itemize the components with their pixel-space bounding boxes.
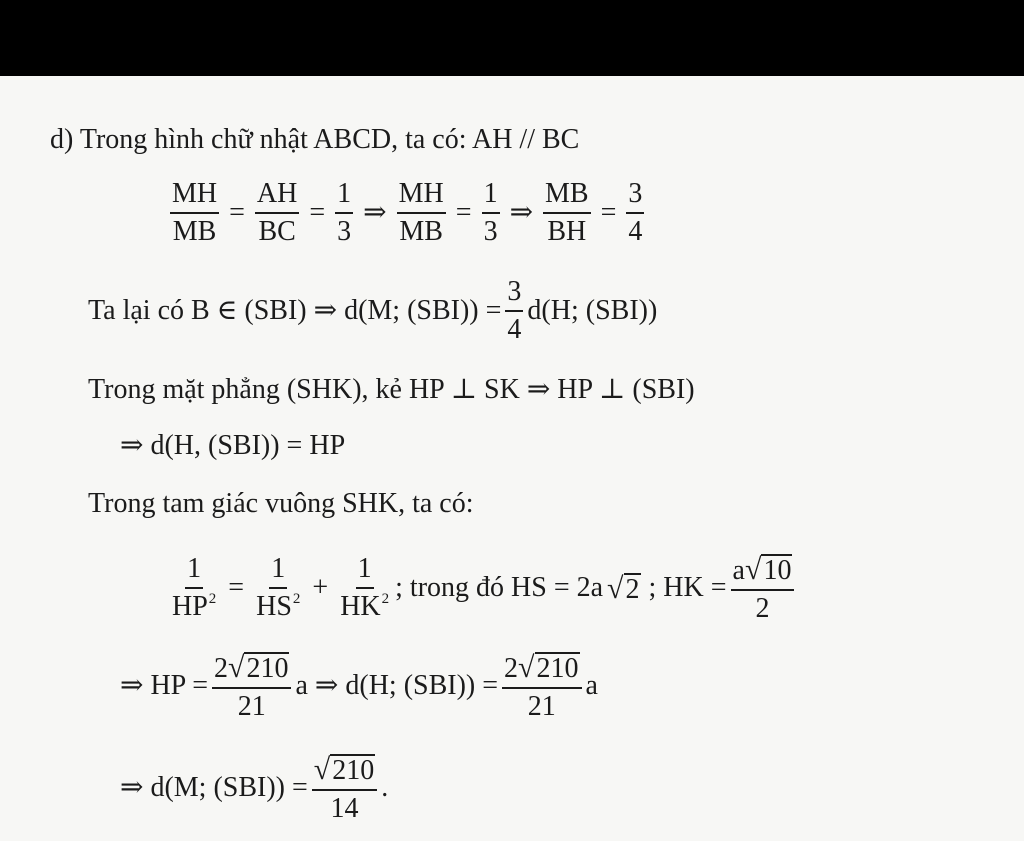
line-formula — [166, 552, 798, 623]
line-final — [120, 752, 388, 823]
ratio-equation — [166, 180, 648, 246]
fraction-2sqrt210-over-21-b: 2 √ 210 21 — [502, 650, 581, 721]
equals-sign: = — [229, 197, 245, 228]
fraction-mh-mb: $\frac{MH}{MB}$ — [172, 178, 218, 247]
sqrt-2: √ 2 — [607, 572, 640, 605]
line-plane — [88, 376, 695, 404]
intro-line — [50, 126, 579, 154]
line-hp-value — [120, 650, 598, 721]
fraction-three-quarters: $\frac{3}{4}$ — [628, 178, 643, 247]
equals-sign: = — [228, 571, 245, 603]
line-distance-text: ⇒ d(H, (SBI)) = HP — [120, 430, 346, 461]
fraction-one-over-hk2: $\frac{1}{HK^2}$ — [340, 552, 390, 622]
fraction-a-sqrt10-over-2: a √ 10 2 — [731, 552, 795, 623]
equals-sign: = — [309, 197, 326, 228]
hp-mid: a ⇒ d(H; (SBI)) = — [295, 669, 499, 701]
line-b-tail: d(H; (SBI)) — [527, 295, 658, 326]
implies-arrow: ⇒ — [509, 197, 534, 228]
equals-sign: = — [600, 197, 617, 228]
fraction-mb-bh: $\frac{MB}{BH}$ — [545, 178, 589, 247]
line-b-lead: Ta lại có B ∈ (SBI) ⇒ d(M; (SBI)) = — [88, 295, 502, 326]
fraction-mh-mb-2: $\frac{MH}{MB}$ — [398, 178, 444, 247]
fraction-one-over-hs2: $\frac{1}{HS^2}$ — [256, 552, 301, 622]
fraction-one-over-hp2: $\frac{1}{HP^2}$ — [172, 552, 217, 622]
hp-tail: a — [585, 669, 598, 701]
fraction-one-third-2: $\frac{1}{3}$ — [483, 178, 498, 247]
hk-label: ; HK = — [648, 571, 727, 603]
formula-mid-text: ; trong đó HS = 2a — [395, 571, 604, 603]
fraction-2sqrt210-over-21: 2 √ 210 21 — [212, 650, 291, 721]
intro-text: d) Trong hình chữ nhật ABCD, ta có: AH // BC — [50, 124, 580, 155]
plus-sign: + — [312, 571, 329, 603]
line-triangle — [88, 490, 474, 518]
fraction-ah-bc: $\frac{AH}{BC}$ — [256, 178, 298, 247]
top-black-bar — [0, 0, 1024, 76]
line-triangle-text: Trong tam giác vuông SHK, ta có: — [88, 488, 474, 519]
line-plane-text: Trong mặt phẳng (SHK), kẻ HP ⊥ SK ⇒ HP ⊥ (SBI) — [88, 374, 695, 405]
line-distance — [120, 432, 345, 460]
line-b-in-sbi — [88, 278, 657, 344]
implies-arrow: ⇒ — [363, 197, 387, 228]
fraction-sqrt210-over-14: √ 210 14 — [312, 752, 377, 823]
equals-sign: = — [455, 197, 472, 228]
final-lead: ⇒ d(M; (SBI)) = — [120, 771, 308, 803]
fraction-three-quarters-b: $\frac{3}{4}$ — [507, 276, 522, 345]
final-period: . — [381, 771, 389, 803]
hp-lead: ⇒ HP = — [120, 669, 209, 701]
fraction-one-third: $\frac{1}{3}$ — [337, 178, 352, 247]
